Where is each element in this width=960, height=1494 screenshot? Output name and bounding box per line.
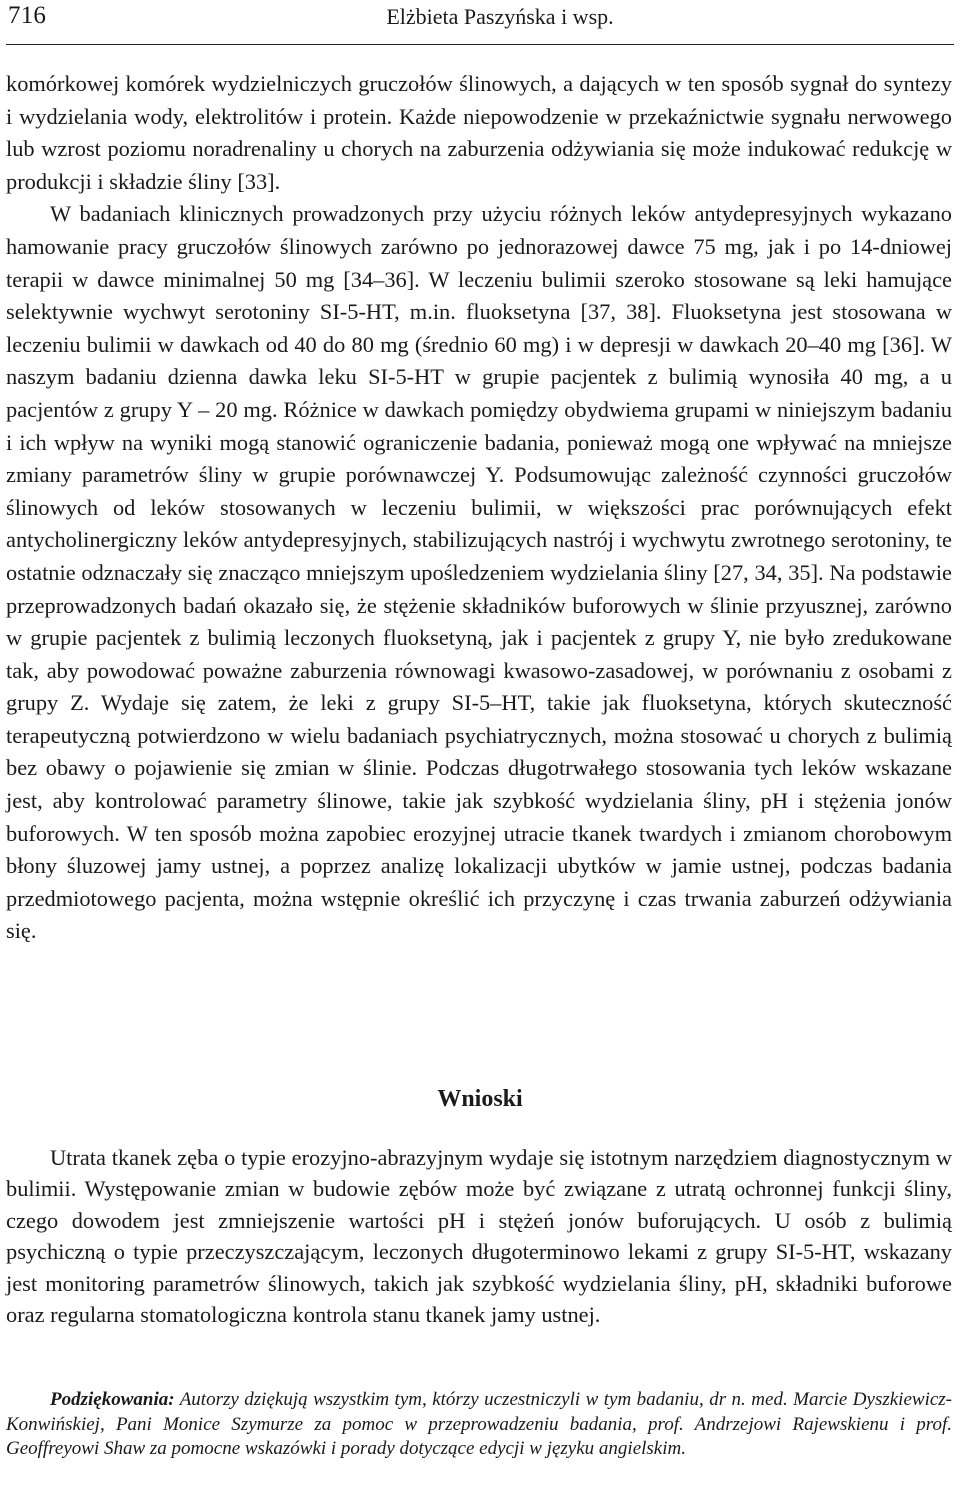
- body-paragraph-1: komórkowej komórek wydzielniczych gruczołów ślinowych, a dających w ten sposób sygnał do syntezy i wydzielania wody, elektrolitów i protein. Każde niepowodzenie w przekaźnictwie sygnału nerwowego lub wzrost poziomu noradrenaliny u chorych na zaburzenia odżywiania się może indukować redukcję w produkcji i składzie śliny [33].: [6, 71, 952, 194]
- acknowledgements-label: Podziękowania:: [50, 1389, 175, 1410]
- main-body-text: [6, 68, 952, 948]
- conclusions-paragraph: Utrata tkanek zęba o typie erozyjno-abrazyjnym wydaje się istotnym narzędziem diagnostycznym w bulimii. Występowanie zmian w budowie zębów może być związane z utratą ochronnej funkcji śliny, czego dowodem jest zmniejszenie wartości pH i stężeń jonów buforujących. U osób z bulimią psychiczną o typie przeczyszczającym, leczonych długoterminowo lekami z grupy SI-5-HT, wskazany jest monitoring parametrów ślinowych, takich jak szybkość wydzielania śliny, pH, składniki buforowe oraz regularna stomatologiczna kontrola stanu tkanek jamy ustnej.: [6, 1145, 952, 1328]
- acknowledgements-text: Autorzy dziękują wszystkim tym, którzy uczestniczyli w tym badaniu, dr n. med. Marcie Dyszkiewicz-Konwińskiej, Pani Monice Szymurze za pomoc w przeprowadzeniu badania, prof. Andrzejowi Rajewskienu i prof. Geoffreyowi Shaw za pomocne wskazówki i porady dotyczące edycji w języku angielskim.: [6, 1389, 952, 1459]
- acknowledgements: [6, 1388, 952, 1462]
- body-paragraph-2: W badaniach klinicznych prowadzonych przy użyciu różnych leków antydepresyjnych wykazano hamowanie pracy gruczołów ślinowych zarówno po jednorazowej dawce 75 mg, jak i po 14-dniowej terapii w dawce minimalnej 50 mg [34–36]. W leczeniu bulimii szeroko stosowane są leki hamujące selektywnie wychwyt serotoniny SI-5-HT, m.in. fluoksetyna [37, 38]. Fluoksetyna jest stosowana w leczeniu bulimii w dawkach od 40 do 80 mg (średnio 60 mg) i w depresji w dawkach 20–40 mg [36]. W naszym badaniu dzienna dawka leku SI-5-HT w grupie pacjentek z bulimią wynosiła 40 mg, a u pacjentów z grupy Y – 20 mg. Różnice w dawkach pomiędzy obydwiema grupami w niniejszym badaniu i ich wpływ na wyniki mogą stanowić ograniczenie badania, ponieważ mogą one wpływać na mniejsze zmiany parametrów śliny w grupie porównawczej Y. Podsumowując zależność czynności gruczołów ślinowych od leków stosowanych w leczeniu bulimii, w większości prac porównujących efekt antycholinergiczny leków antydepresyjnych, stabilizujących nastrój i wychwytu zwrotnego serotoniny, te ostatnie odznaczały się znacząco mniejszym upośledzeniem wydzielania śliny [27, 34, 35]. Na podstawie przeprowadzonych badań okazało się, że stężenie składników buforowych w ślinie przyusznej, zarówno w grupie pacjentek z bulimią leczonych fluoksetyną, jak i pacjentek z grupy Y, nie było zredukowane tak, aby powodować poważne zaburzenia równowagi kwasowo-zasadowej, w porównaniu z osobami z grupy Z. Wydaje się zatem, że leki z grupy SI-5–HT, takie jak fluoksetyna, których skuteczność terapeutyczną potwierdzono w wielu badaniach psychiatrycznych, można stosować u chorych z bulimią bez obawy o pojawienie się zmian w ślinie. Podczas długotrwałego stosowania tych leków wskazane jest, aby kontrolować parametry ślinowe, takie jak szybkość wydzielania śliny, pH i stężenia jonów buforowych. W ten sposób można zapobiec erozyjnej utracie tkanek twardych i zmianom chorobowym błony śluzowej jamy ustnej, a poprzez analizę lokalizacji ubytków w jamie ustnej, podczas badania przedmiotowego pacjenta, można wstępnie określić ich przyczynę i czas trwania zaburzeń odżywiania się.: [6, 201, 952, 944]
- conclusions-section: [6, 1142, 952, 1330]
- page-number: 716: [8, 2, 47, 29]
- page-header: [6, 0, 954, 45]
- section-heading: Wnioski: [437, 1086, 523, 1112]
- running-head: Elżbieta Paszyńska i wsp.: [386, 4, 614, 29]
